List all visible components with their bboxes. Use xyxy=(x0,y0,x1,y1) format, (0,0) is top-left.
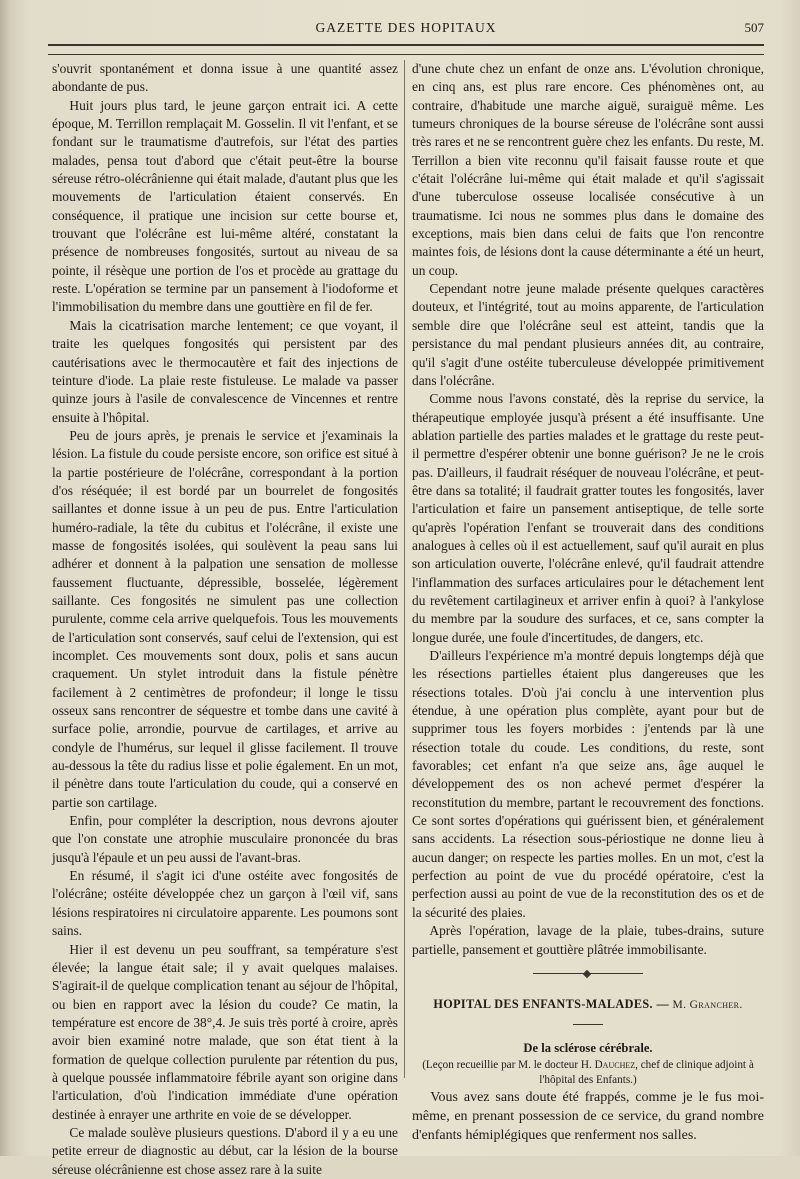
note-prefix: (Leçon recueillie par M. le docteur H. xyxy=(422,1058,595,1071)
paragraph: Après l'opération, lavage de la plaie, tubes-drains, suture partielle, pansement et gouttière plâtrée immobilisante. xyxy=(412,923,764,957)
paragraph: Cependant notre jeune malade présente quelques caractères douteux, et l'intégrité, tout au moins apparente, de l'articulation semble dire que l'olécrâne seul est atteint, tandis que la persistance du mal pendant plusieurs années dit, au contraire, qu'il s'agit d'une ostéite tuberculeuse développée primitivement dans l'olécrâne. xyxy=(412,281,764,388)
page-number: 507 xyxy=(744,20,764,35)
note-suffix: , chef de clinique adjoint à l'hôpital des Enfants.) xyxy=(539,1058,754,1086)
header-rule xyxy=(48,44,764,55)
paragraph: s'ouvrit spontanément et donna issue à une quantité assez abondante de pus. xyxy=(52,61,398,95)
lecture-note xyxy=(412,1058,764,1088)
paragraph: Enfin, pour compléter la description, nous devrons ajouter que l'on constate une atrophie musculaire prononcée du bras jusqu'à l'épaule et un peu aussi de l'avant-bras. xyxy=(52,813,398,865)
paragraph: Mais la cicatrisation marche lentement; ce que voyant, il traite les quelques fongosités qui persistent par des cautérisations avec le thermocautère et fait des injections de teinture d'iode. La plaie reste fistuleuse. Le malade va passer quinze jours à l'asile de convalescence de Vincennes et rentre ensuite à l'hôpital. xyxy=(52,317,398,425)
left-column xyxy=(52,60,398,1179)
section-ornament xyxy=(533,971,643,977)
paragraph: D'ailleurs l'expérience m'a montré depuis longtemps déjà que les résections partielles étaient plus dangereuses que les résections totales. D'où j'ai conclu à une intervention plus étendue, à une opération plus complète, ayant pour but de supprimer tous les foyers morbides : j'entends par là une résection totale du coude. Les conditions, du reste, sont favorables; cet enfant n'a que seize ans, âge auquel le développement des os non achevé permet d'espérer la reconstitution du membre, partant le recouvrement des fonctions. Ce sont sortes d'opérations qui guérissent bien, et généralement sans accidents. La résection sous-périostique ne donne lieu à aucun danger; on respecte les parties molles. En un mot, c'est la perfection au point de vue du procédé opératoire, c'est la perfection aussi au point de vue de la reconstitution des os et de la sécurité des plaies. xyxy=(412,648,764,920)
note-name: Dauchez xyxy=(594,1058,636,1071)
page-header xyxy=(48,14,764,38)
paragraph: Hier il est devenu un peu souffrant, sa température s'est élevée; la langue était sale; il y avait quelques malaises. S'agirait-il de quelque complication tenant au séjour de l'hôpital, ou bien en rapport avec la lésion du coude? Ce matin, la température est encore de 38°,4. Je suis très porté à croire, après avoir bien examiné notre malade, que son état tient à la formation de quelque collection purulente par rétention du pus, à quelque poussée inflammatoire fébrile ayant son origine dans l'articulation, d'où l'indication immédiate d'une opération destinée à enrayer une arthrite en voie de se développer. xyxy=(52,941,398,1122)
hospital-name: HOPITAL DES ENFANTS-MALADES. xyxy=(433,996,653,1011)
paragraph: Ce malade soulève plusieurs questions. D'abord il y a eu une petite erreur de diagnostic au début, car la lésion de la bourse séreuse olécrânienne est chose assez rare à la suite xyxy=(52,1124,398,1177)
paragraph: Peu de jours après, je prenais le service et j'examinais la lésion. La fistule du coude persiste encore, son orifice est situé à la partie postérieure de l'olécrâne, correspondant à la portion d'os réséquée; il est bordé par un bourrelet de fongosités saillantes et donne issue à un peu de pus. Entre l'articulation huméro-radiale, la tête du cubitus et l'olécrâne, il existe une masse de fongosités isolées, qui soulèvent la peau sans lui adhérer et donnent à la palpation une sensation de mollesse faussement fluctuante, dépressible, bosselée, légèrement saillante. Ces fongosités ne simulent pas une collection purulente, comme cela arrive quelquefois. Tous les mouvements de l'articulation sont conservés, sauf celui de l'extension, qui est incomplet. Ces mouvements sont doux, polis et sans aucun craquement. Un stylet introduit dans la fistule pénètre facilement à 2 centimètres de profondeur; il longe le tissu osseux sans rencontrer de séquestre et tombe dans une cavité à surface polie, arrondie, pourvue de cartilages, et arrive au condyle de l'humérus, sur lequel il glisse facilement. Il trouve au-dessous la tête du radius lisse et polie également. En un mot, il pénètre dans toute l'articulation du coude, qui a conservé en partie son cartilage. xyxy=(52,427,398,810)
paragraph: En résumé, il s'agit ici d'une ostéite avec fongosités de l'olécrâne; ostéite développée chez un garçon à l'œil vif, sans lésions respiratoires ni circulatoire apparente. Les poumons sont sains. xyxy=(52,868,398,939)
column-divider xyxy=(404,60,405,1078)
paragraph: Comme nous l'avons constaté, dès la reprise du service, la thérapeutique employée jusqu'à présent a été insuffisante. Une ablation partielle des parties malades et le grattage du reste peut-il permettre d'espérer obtenir une bonne guérison? Je ne le crois pas. D'ailleurs, il faudrait réséquer de nouveau l'olécrâne, et peut-être dans sa totalité; il faudrait gratter toutes les fongosités, laver l'articulation et faire un pansement antiseptique, de telle sorte qu'après l'opération l'enfant se trouverait dans des conditions analogues à celles où il est actuellement, sauf qu'il aurait en plus son articulation ouverte, l'olécrâne enlevé, qu'il faudrait attendre l'inflammation des surfaces articulaires pour le détachement lent du revêtement cartilagineux et arriver enfin à quoi? à l'ankylose du membre par la soudure des surfaces, et ce, sans compter la longue durée, une foule d'incertitudes, de dangers, etc. xyxy=(412,391,764,645)
short-rule xyxy=(573,1024,603,1025)
paragraph: d'une chute chez un enfant de onze ans. L'évolution chronique, en cinq ans, est plus rare encore. Ces phénomènes ont, au contraire, d'habitude une marche aiguë, suraiguë même. Les tumeurs chroniques de la bourse séreuse de l'olécrâne sont aussi très rares et ne se rencontrent guère chez les enfants. Du reste, M. Terrillon a bien vite reconnu qu'il faisait fausse route et que c'était l'olécrâne lui-même qui était malade et qu'il s'agissait d'une tuberculose osseuse localisée consécutive à un traumatisme. Ici nous ne sommes plus dans le domaine des exceptions, mais bien dans celui de faits que l'on rencontre maintes fois, de lésions dont la cause déterminante a été un heurt, un coup. xyxy=(412,61,764,278)
section-author: M. Grancher. xyxy=(672,998,743,1011)
paragraph: Huit jours plus tard, le jeune garçon entrait ici. A cette époque, M. Terrillon remplaçait M. Gosselin. Il vit l'enfant, et se fondant sur le traumatisme d'autrefois, sur l'état des parties malades, pensa tout d'abord que c'était peut-être la bourse séreuse rétro-olécrânienne qui était malade, d'autant plus que les mouvements de l'articulation étaient conservés. En conséquence, il pratique une incision sur cette bourse et, trouvant que l'olécrâne est lui-même altéré, constatant la présence de nombreuses fongosités, surtout au niveau de sa pointe, il résèque une portion de l'os et procède au grattage du reste. L'opération se termine par un pansement à l'iodoforme et l'immobilisation du membre dans une gouttière en fil de fer. xyxy=(52,97,398,315)
section-heading xyxy=(412,995,764,1014)
lecture-opening-paragraph: Vous avez sans doute été frappés, comme je le fus moi-même, en prenant possession de ce service, du grand nombre d'enfants hémiplégiques que renferment nos salles. xyxy=(412,1089,764,1143)
journal-title: GAZETTE DES HOPITAUX xyxy=(315,20,497,35)
heading-dash: — xyxy=(653,996,673,1011)
right-column xyxy=(412,60,764,1145)
lecture-title: De la sclérose cérébrale. xyxy=(523,1041,653,1056)
